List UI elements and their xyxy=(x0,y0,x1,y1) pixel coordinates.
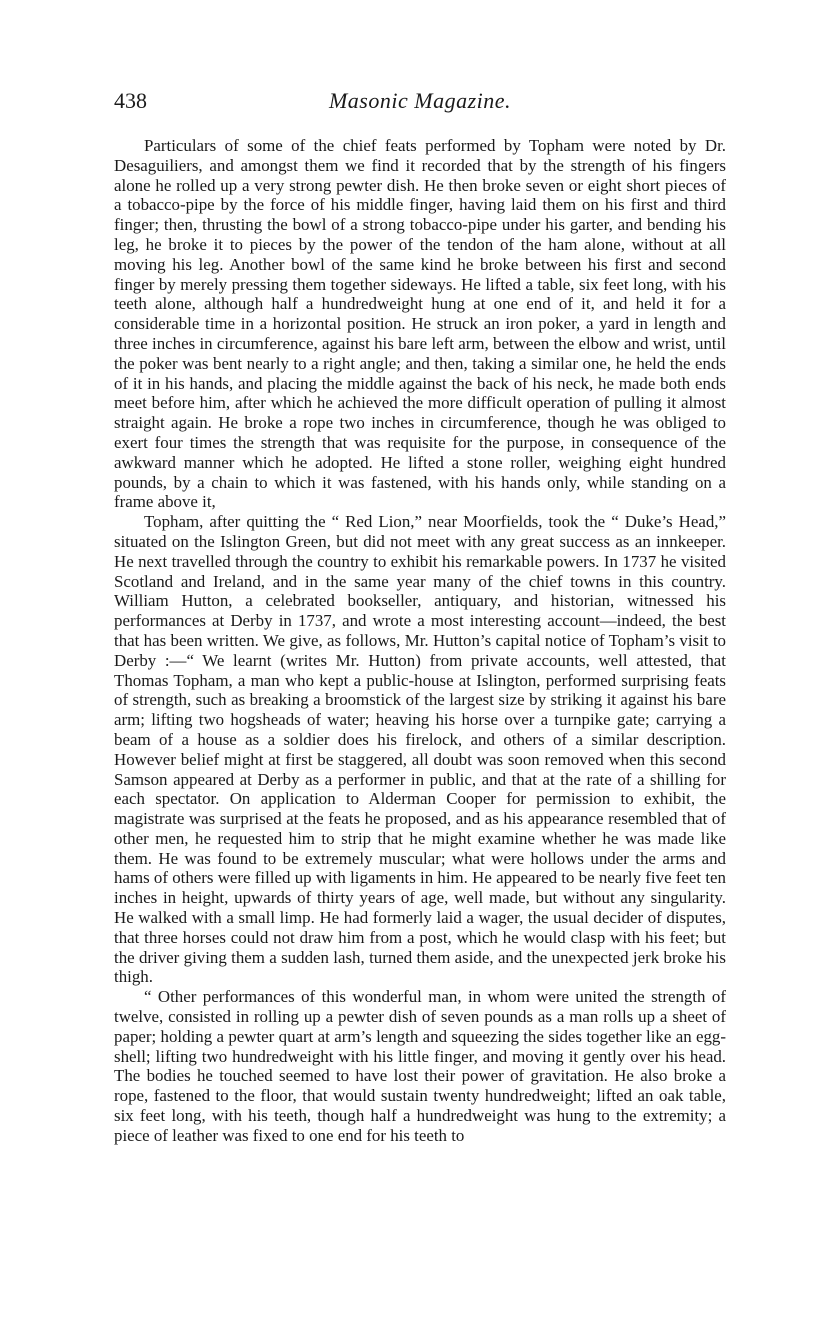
paragraph-feats xyxy=(114,136,726,512)
paragraph-innkeeper xyxy=(114,512,726,987)
running-title: Masonic Magazine. xyxy=(328,88,512,113)
paragraph-text: Particulars of some of the chief feats performed by Topham were noted by Dr. Desaguiliers, and amongst them we find it recorded that by the strength of his fingers alone he rolled up a very strong pewter dish. He then broke seven or eight short pieces of a tobacco-pipe by the force of his middle finger, having laid them on his first and third finger; then, thrusting the bowl of a strong tobacco-pipe under his garter, and bending his leg, he broke it to pieces by the power of the tendon of the ham alone, without at all moving his leg. Another bowl of the same kind he broke between his first and second finger by merely pressing them together sideways. He lifted a table, six feet long, with his teeth alone, although half a hundredweight hung at one end of it, and held it for a considerable time in a horizontal position. He struck an iron poker, a yard in length and three inches in circumference, against his bare left arm, between the elbow and wrist, until the poker was bent nearly to a right angle; and then, taking a similar one, he held the ends of it in his hands, and placing the middle against the back of his neck, he made both ends meet before him, after which he achieved the more difficult operation of pulling it almost straight again. He broke a rope two inches in circumference, though he was obliged to exert four times the strength that was requisite for the purpose, in consequence of the awkward manner which he adopted. He lifted a stone roller, weighing eight hundred pounds, by a chain to which it was fastened, with his hands only, while standing on a frame above it, xyxy=(114,136,726,512)
running-head xyxy=(114,86,726,120)
article-body xyxy=(114,136,726,1146)
paragraph-other-performances xyxy=(114,987,726,1145)
page-number: 438 xyxy=(114,88,147,113)
paragraph-text: “ Other performances of this wonderful man, in whom were united the strength of twelve, consisted in rolling up a pewter dish of seven pounds as a man rolls up a sheet of paper; holding a pewter quart at arm’s length and squeezing the sides together like an egg-shell; lifting two hundredweight with his little finger, and moving it gently over his head. The bodies he touched seemed to have lost their power of gravitation. He also broke a rope, fastened to the floor, that would sustain twenty hundredweight; lifted an oak table, six feet long, with his teeth, though half a hundredweight was hung to the extremity; a piece of leather was fixed to one end for his teeth to xyxy=(114,987,726,1145)
paragraph-text: Topham, after quitting the “ Red Lion,” near Moorfields, took the “ Duke’s Head,” situated on the Islington Green, but did not meet with any great success as an innkeeper. He next travelled through the country to exhibit his remarkable powers. In 1737 he visited Scotland and Ireland, and in the same year many of the chief towns in this country. William Hutton, a celebrated bookseller, antiquary, and historian, witnessed his performances at Derby in 1737, and wrote a most interesting account—indeed, the best that has been written. We give, as follows, Mr. Hutton’s capital notice of Topham’s visit to Derby :—“ We learnt (writes Mr. Hutton) from private accounts, well attested, that Thomas Topham, a man who kept a public-house at Islington, performed surprising feats of strength, such as breaking a broomstick of the largest size by striking it against his bare arm; lifting two hogsheads of water; heaving his horse over a turnpike gate; carrying a beam of a house as a soldier does his firelock, and others of a similar description. However belief might at first be staggered, all doubt was soon removed when this second Samson appeared at Derby as a performer in public, and that at the rate of a shilling for each spectator. On application to Alderman Cooper for permission to exhibit, the magistrate was surprised at the feats he proposed, and as his appearance resembled that of other men, he requested him to strip that he might examine whether he was made like them. He was found to be extremely muscular; what were hollows under the arms and hams of others were filled up with ligaments in him. He appeared to be nearly five feet ten inches in height, upwards of thirty years of age, well made, but without any singularity. He walked with a small limp. He had formerly laid a wager, the usual decider of disputes, that three horses could not draw him from a post, which he would clasp with his feet; but the driver giving them a sudden lash, turned them aside, and the unexpected jerk broke his thigh. xyxy=(114,512,726,987)
